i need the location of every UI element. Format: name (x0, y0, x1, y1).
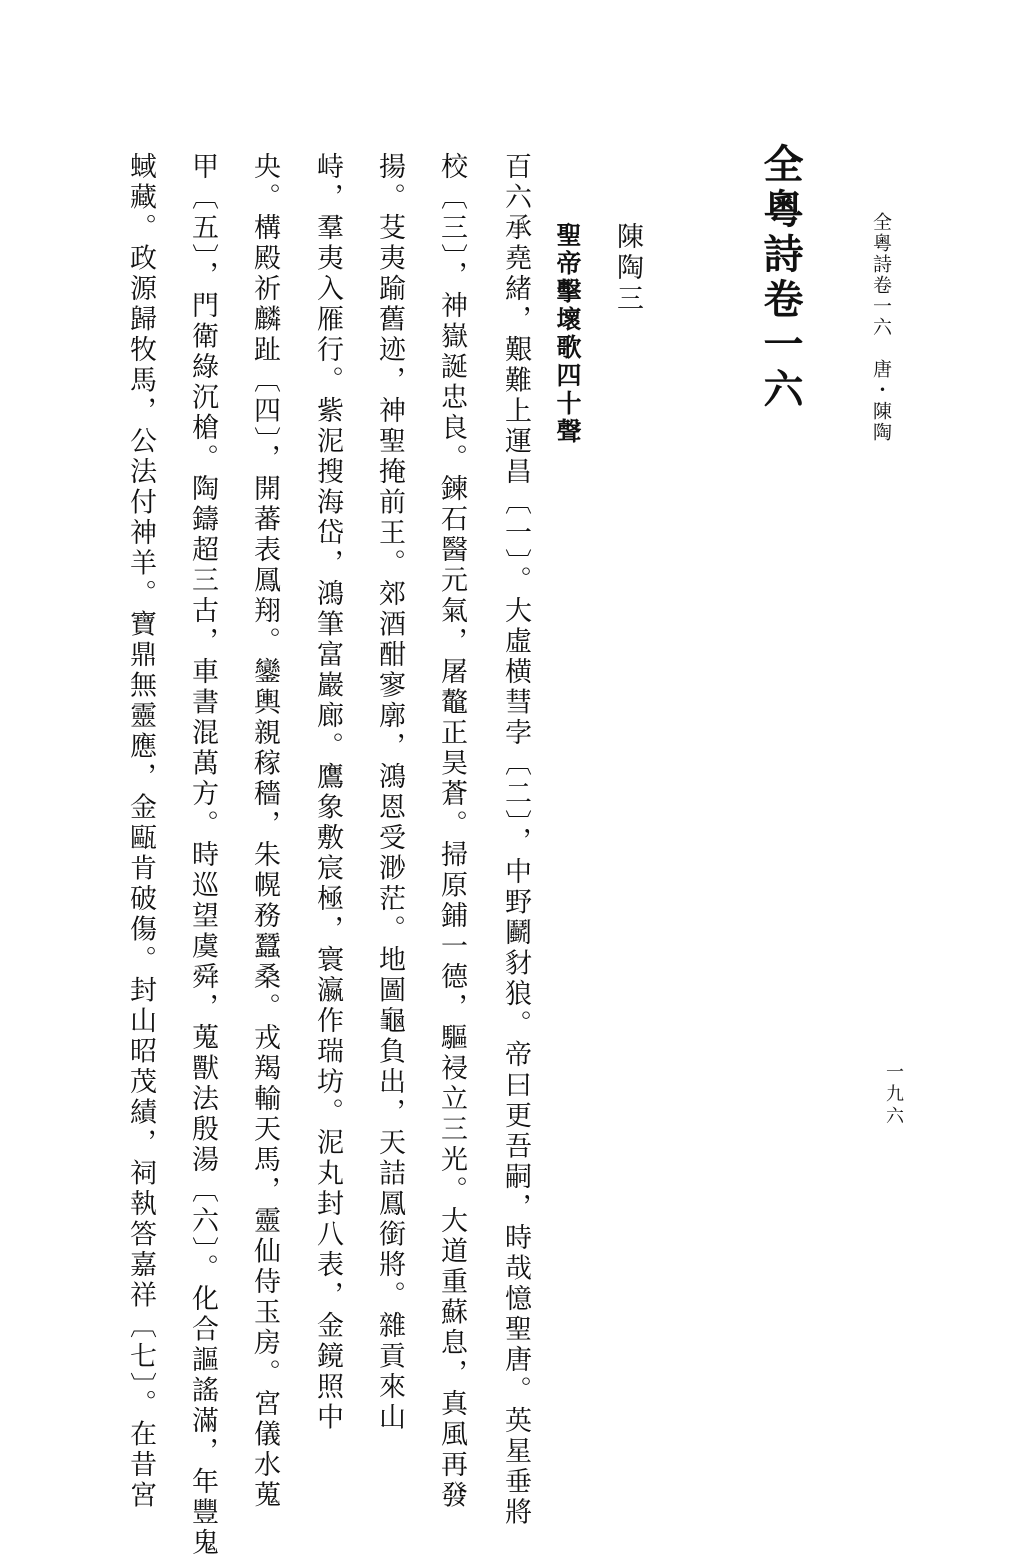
page-number: 一九六 (883, 1062, 904, 1128)
poem-line: 央。構殿祈麟趾〔四〕，開蕃表鳳翔。鑾輿親稼穡，朱幌務蠶桑。戎羯輸天馬，靈仙侍玉房。宮儀水蒐 (249, 152, 280, 1511)
poem-line: 蜮藏。政源歸牧馬，公法付神羊。寶鼎無靈應，金甌肯破傷。封山昭茂績，祠執答嘉祥〔七〕。在昔宮 (125, 152, 156, 1511)
poem-title: 聖帝擊壞歌四十聲 (553, 222, 582, 446)
poem-line: 甲〔五〕，門衛綠沉槍。陶鑄超三古，車書混萬方。時巡望虞舜，蒐獸法殷湯〔六〕。化合謳謠滿，年豐鬼 (187, 152, 218, 1559)
poem-line: 百六承堯緒，艱難上運昌〔一〕。大虛横彗孛〔二〕，中野鬬豺狼。帝曰更吾嗣，時哉憶聖唐。英星垂將 (500, 152, 531, 1528)
volume-title: 全粵詩卷一六 (757, 143, 804, 413)
running-header: 全粵詩卷一六 唐・陳陶 (870, 212, 892, 443)
poem-line: 峙，羣夷入雁行。紫泥搜海岱，鴻筆富巖廊。鷹象敷宸極，寰瀛作瑞坊。泥丸封八表，金鏡照中 (312, 152, 343, 1433)
author-name: 陳陶三 (612, 222, 643, 315)
poem-line: 校〔三〕，神嶽誕忠良。鍊石醫元氣，屠鼇正昊蒼。掃原鋪一德，驅祲立三光。大道重蘇息，真風再發 (436, 152, 467, 1511)
poem-line: 揚。芟夷踰舊迹，神聖掩前王。郊酒酣寥廓，鴻恩受渺茫。地圖龜負出，天詰鳳銜將。雜貢來山 (374, 152, 405, 1433)
